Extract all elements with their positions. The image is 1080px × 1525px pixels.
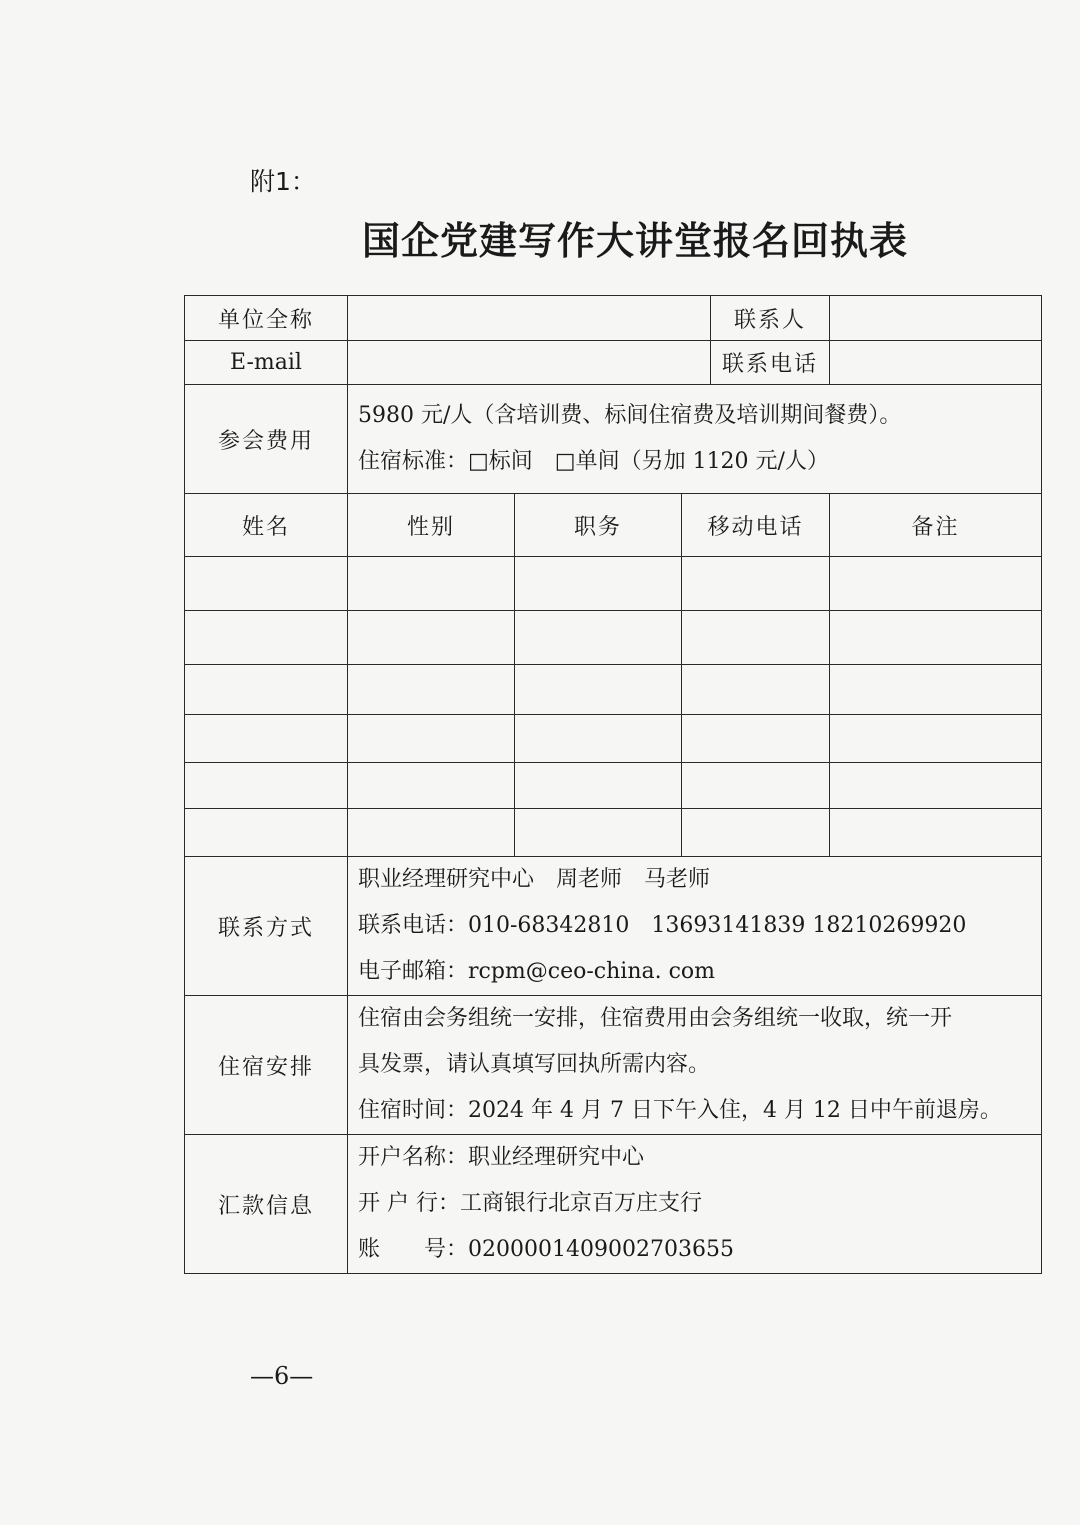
contact-person-label: 联系人 <box>711 296 830 341</box>
participant-gender-cell[interactable] <box>348 611 515 665</box>
participant-position-cell[interactable] <box>515 611 682 665</box>
participant-mobile-cell[interactable] <box>682 557 830 611</box>
participant-gender-cell[interactable] <box>348 665 515 715</box>
unit-name-label: 单位全称 <box>185 296 348 341</box>
remittance-label: 汇款信息 <box>185 1135 348 1274</box>
participant-row <box>185 809 1042 857</box>
fee-details <box>348 385 1042 494</box>
header-gender: 性别 <box>348 494 515 557</box>
email-field[interactable] <box>348 341 711 385</box>
participant-name-cell[interactable] <box>185 809 348 857</box>
participant-name-cell[interactable] <box>185 715 348 763</box>
header-mobile: 移动电话 <box>682 494 830 557</box>
registration-form-table <box>184 295 1042 1274</box>
header-name: 姓名 <box>185 494 348 557</box>
participant-mobile-cell[interactable] <box>682 611 830 665</box>
account-name-text: 开户名称：职业经理研究中心 <box>358 1145 645 1170</box>
participant-mobile-cell[interactable] <box>682 809 830 857</box>
participant-name-cell[interactable] <box>185 557 348 611</box>
header-remarks: 备注 <box>830 494 1042 557</box>
phone-label: 联系电话 <box>711 341 830 385</box>
participant-position-cell[interactable] <box>515 809 682 857</box>
participant-position-cell[interactable] <box>515 557 682 611</box>
participant-remarks-cell[interactable] <box>830 809 1042 857</box>
bank-name-text: 开 户 行：工商银行北京百万庄支行 <box>358 1191 702 1216</box>
participant-position-cell[interactable] <box>515 715 682 763</box>
fee-label: 参会费用 <box>185 385 348 494</box>
header-position: 职务 <box>515 494 682 557</box>
fee-amount-text: 5980 元/人（含培训费、标间住宿费及培训期间餐费）。 <box>358 403 902 428</box>
contact-person-field[interactable] <box>830 296 1042 341</box>
remittance-details <box>348 1135 1042 1274</box>
participant-row <box>185 611 1042 665</box>
page-number: —6— <box>250 1362 314 1390</box>
participant-remarks-cell[interactable] <box>830 665 1042 715</box>
participant-name-cell[interactable] <box>185 665 348 715</box>
participant-remarks-cell[interactable] <box>830 611 1042 665</box>
participant-remarks-cell[interactable] <box>830 557 1042 611</box>
contact-method-details <box>348 857 1042 996</box>
participant-position-cell[interactable] <box>515 665 682 715</box>
participant-name-cell[interactable] <box>185 611 348 665</box>
participant-position-cell[interactable] <box>515 763 682 809</box>
email-label: E-mail <box>185 341 348 385</box>
attachment-label: 附1： <box>250 167 316 196</box>
lodging-text-line: 住宿由会务组统一安排，住宿费用由会务组统一收取，统一开 <box>358 1006 953 1031</box>
lodging-time-text: 住宿时间：2024 年 4 月 7 日下午入住，4 月 12 日中午前退房。 <box>358 1098 1002 1123</box>
contact-phone-text: 联系电话：010-68342810 13693141839 18210269920 <box>358 913 967 938</box>
participant-remarks-cell[interactable] <box>830 763 1042 809</box>
participant-row <box>185 557 1042 611</box>
contact-email-text: 电子邮箱：rcpm@ceo-china. com <box>358 959 716 984</box>
lodging-label: 住宿安排 <box>185 996 348 1135</box>
participant-gender-cell[interactable] <box>348 715 515 763</box>
participant-mobile-cell[interactable] <box>682 763 830 809</box>
contact-method-label: 联系方式 <box>185 857 348 996</box>
participant-gender-cell[interactable] <box>348 809 515 857</box>
phone-field[interactable] <box>830 341 1042 385</box>
participant-gender-cell[interactable] <box>348 763 515 809</box>
participant-row <box>185 763 1042 809</box>
participant-row <box>185 665 1042 715</box>
participant-remarks-cell[interactable] <box>830 715 1042 763</box>
participant-mobile-cell[interactable] <box>682 715 830 763</box>
participant-name-cell[interactable] <box>185 763 348 809</box>
account-number-text: 账 号：0200001409002703655 <box>358 1237 734 1262</box>
participant-header-row <box>185 494 1042 557</box>
lodging-standard-text[interactable]: 住宿标准：□标间 □单间（另加 1120 元/人） <box>358 449 829 474</box>
participant-mobile-cell[interactable] <box>682 665 830 715</box>
participant-row <box>185 715 1042 763</box>
contact-org-text: 职业经理研究中心 周老师 马老师 <box>358 867 711 892</box>
form-title: 国企党建写作大讲堂报名回执表 <box>361 219 908 263</box>
lodging-details <box>348 996 1042 1135</box>
lodging-text-line: 具发票，请认真填写回执所需内容。 <box>358 1052 711 1077</box>
participant-gender-cell[interactable] <box>348 557 515 611</box>
unit-name-field[interactable] <box>348 296 711 341</box>
